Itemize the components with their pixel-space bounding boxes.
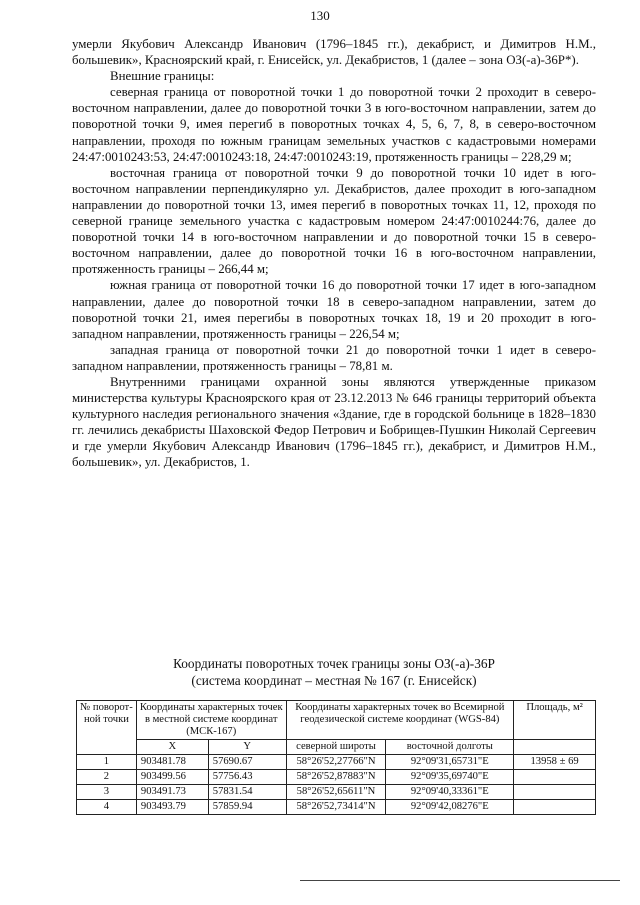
paragraph-internal-borders: Внутренними границами охранной зоны являются утвержденные приказом министерства культуры Красноярского края от 23.12.2013 № 646 границы территорий объекта культурного наследия регионального значения «Здание, где в городской больнице в 1828–1830 гг. лечились декабристы Шаховской Федор Петрович и Бобрищев-Пушкин Николай Сергеевич и где умерли Якубович Александр Иванович (1796–1845 гг.), декабрист, и Димитров Н.М., большевик», ул. Декабристов, 1. [72, 374, 596, 470]
header-latitude: северной широты [286, 740, 386, 755]
table-title-line-1: Координаты поворотных точек границы зоны ОЗ(-а)-36Р [173, 656, 495, 671]
header-longitude: восточной долготы [386, 740, 514, 755]
table-title-line-2: (система координат – местная № 167 (г. Енисейск) [191, 673, 477, 688]
cell-latitude: 58°26'52,73414"N [286, 800, 386, 815]
cell-x: 903493.79 [136, 800, 208, 815]
cell-area [514, 785, 596, 800]
page-number: 130 [310, 8, 330, 23]
paragraph-intro-continuation: умерли Якубович Александр Иванович (1796–1845 гг.), декабрист, и Димитров Н.М., большевик», Красноярский край, г. Енисейск, ул. Декабристов, 1 (далее – зона ОЗ(-а)-36Р*). [72, 37, 596, 68]
table-row [77, 800, 596, 815]
cell-area [514, 770, 596, 785]
cell-x: 903491.73 [136, 785, 208, 800]
cell-longitude: 92°09'35,69740"E [386, 770, 514, 785]
header-point-number: № поворот-ной точки [77, 701, 137, 755]
cell-y: 57859.94 [208, 800, 286, 815]
header-local-coords: Координаты характерных точек в местной системе координат (МСК-167) [136, 701, 286, 740]
cell-y: 57831.54 [208, 785, 286, 800]
cell-x: 903481.78 [136, 755, 208, 770]
cell-latitude: 58°26'52,27766"N [286, 755, 386, 770]
table-row [77, 755, 596, 770]
cell-longitude: 92°09'31,65731"E [386, 755, 514, 770]
paragraph-eastern-border: восточная граница от поворотной точки 9 до поворотной точки 10 идет в юго-восточном направлении перпендикулярно ул. Декабристов, далее проходит в юго-западном направлении до поворотной точки 13, имея перегиб в поворотных точках 11, 12, проходя по северной границе земельного участка с кадастровым номером 24:47:0010244:76, далее до поворотной точки 14 в юго-восточном направлении и до поворотной точки 15 в северо-восточном направлении, далее до поворотной точки 16 в юго-восточном направлении, протяженность границы – 266,44 м; [72, 165, 596, 277]
cell-y: 57756.43 [208, 770, 286, 785]
cell-point-number: 3 [77, 785, 137, 800]
table-row [77, 785, 596, 800]
paragraph-northern-border: северная граница от поворотной точки 1 до поворотной точки 2 проходит в северо-восточном направлении, далее до поворотной точки 3 в юго-восточном направлении, затем до поворотной точки 9, имея перегиб в поворотных точках 4, 5, 6, 7, 8, в северо-восточном направлении, проходя по южным границам земельных участков с кадастровыми номерами 24:47:0010243:53, 24:47:0010243:18, 24:47:0010243:19, протяженность границы – 228,29 м; [72, 85, 596, 164]
cell-point-number: 1 [77, 755, 137, 770]
body-text [72, 36, 596, 471]
cell-area [514, 800, 596, 815]
header-area: Площадь, м² [514, 701, 596, 740]
table-row [77, 770, 596, 785]
cell-x: 903499.56 [136, 770, 208, 785]
cell-latitude: 58°26'52,87883"N [286, 770, 386, 785]
bottom-divider [300, 880, 620, 881]
table-caption [72, 655, 596, 689]
cell-area: 13958 ± 69 [514, 755, 596, 770]
cell-point-number: 4 [77, 800, 137, 815]
cell-point-number: 2 [77, 770, 137, 785]
coordinates-table [76, 700, 596, 815]
header-y: Y [208, 740, 286, 755]
cell-latitude: 58°26'52,65611"N [286, 785, 386, 800]
paragraph-southern-border: южная граница от поворотной точки 16 до поворотной точки 17 идет в юго-западном направлении, далее до поворотной точки 18 в северо-западном направлении, затем до поворотной точки 21, имея перегибы в поворотных точках 18, 19 и 20 проходит в юго-западном направлении, протяженность границы – 226,54 м; [72, 278, 596, 341]
cell-y: 57690.67 [208, 755, 286, 770]
cell-longitude: 92°09'42,08276"E [386, 800, 514, 815]
header-x: X [136, 740, 208, 755]
table-header-row [77, 701, 596, 740]
header-wgs-coords: Координаты характерных точек во Всемирной геодезической системе координат (WGS-84) [286, 701, 514, 740]
header-area-blank [514, 740, 596, 755]
table-subheader-row [77, 740, 596, 755]
paragraph-external-borders-heading: Внешние границы: [110, 69, 215, 84]
paragraph-western-border: западная граница от поворотной точки 21 до поворотной точки 1 идет в северо-западном направлении, протяженность границы – 78,81 м. [72, 342, 596, 373]
cell-longitude: 92°09'40,33361"E [386, 785, 514, 800]
